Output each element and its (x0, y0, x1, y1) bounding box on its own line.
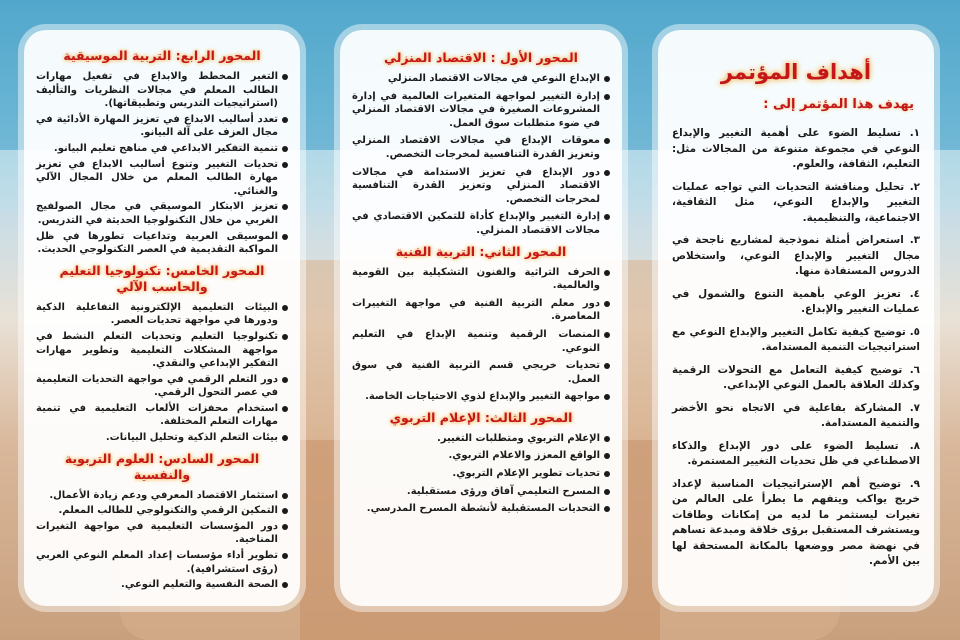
bullet-icon (604, 332, 610, 338)
axis-1-list (352, 72, 610, 238)
goal-item: ٦. توضيح كيفية التعامل مع التحولات الرقمية وكذلك العلاقة بالعمل النوعي الإبداعي. (672, 363, 920, 391)
list-item: الإعلام التربوي ومتطلبات التغيير. (352, 432, 610, 446)
axis-5-title: المحور الخامس: تكنولوجيا التعليم والحاسب الآلي (59, 262, 265, 294)
list-item: الموسيقى العربية وتداعيات تطورها في ظل المواكبة التقديمية في العصر التكنولوجي الحديث. (36, 230, 288, 257)
bullet-icon (282, 146, 288, 152)
list-item: الواقع المعزز والاعلام التربوي. (352, 449, 610, 463)
axis-3-title: المحور الثالث: الإعلام التربوي (389, 409, 573, 425)
list-item: الإبداع النوعي في مجالات الاقتصاد المنزلي (352, 72, 610, 86)
list-item: المسرح التعليمي آفاق ورؤى مستقبلية. (352, 485, 610, 499)
goals-panel (658, 30, 934, 606)
bullet-icon (604, 138, 610, 144)
axis-5-list (36, 301, 288, 445)
list-item: تعزيز الابتكار الموسيقي في مجال الصولفيج الغربي من خلال التكنولوجيا الحديثة في التدريس. (36, 200, 288, 227)
list-item: التغير المخطط والابداع في تفعيل مهارات الطالب المعلم في مجالات النظريات والتأليف (استراتيجيات التدريس وتطبيقاتها). (36, 70, 288, 111)
bullet-icon (282, 377, 288, 383)
list-item: تعدد أساليب الابداع في تعزيز المهارة الأدائية في مجال العزف على آلة البيانو. (36, 113, 288, 140)
list-item: تكنولوجيا التعليم وتحديات التعلم النشط في مواجهة المشكلات التعليمية وتطوير مهارات التفكير الإبداعي والنقدي. (36, 330, 288, 371)
bullet-icon (282, 508, 288, 514)
goal-item: ١. تسليط الضوء على أهمية التغيير والإبداع النوعي في مجموعة متنوعة من المجالات مثل: التعليم، الثقافة، والعلوم. (672, 127, 920, 170)
bullet-icon (604, 436, 610, 442)
bullet-icon (604, 471, 610, 477)
bullet-icon (282, 435, 288, 441)
axes-panel-middle (340, 30, 622, 606)
bullet-icon (604, 170, 610, 176)
axis-2-title: المحور الثاني: التربية الفنية (395, 243, 567, 259)
list-item: إدارة التغيير والإبداع كأداة للتمكين الاقتصادي في مجالات الاقتصاد المنزلي. (352, 210, 610, 237)
goal-item: ٣. استعراض أمثلة نموذجية لمشاريع ناجحة في مجال التغيير والإبداع النوعي، واستخلاص الدروس المستفادة منها. (672, 234, 920, 277)
bullet-icon (282, 117, 288, 123)
list-item: المنصات الرقمية وتنمية الإبداع في التعليم النوعي. (352, 328, 610, 355)
bullet-icon (604, 394, 610, 400)
list-item: التمكين الرقمي والتكنولوجي للطالب المعلم. (36, 504, 288, 518)
bullet-icon (282, 553, 288, 559)
list-item: معوقات الإبداع في مجالات الاقتصاد المنزلي وتعزيز القدرة التنافسية لمخرجات التخصص. (352, 134, 610, 161)
bullet-icon (604, 270, 610, 276)
list-item: تحديات التغيير وتنوع أساليب الابداع في تعزيز مهارة الطالب المعلم من خلال المجال الآلي والغنائي. (36, 158, 288, 199)
list-item: تحديات تطوير الإعلام التربوي. (352, 467, 610, 481)
goals-list (672, 126, 920, 570)
bullet-icon (282, 305, 288, 311)
bullet-icon (282, 234, 288, 240)
goal-item: ٤. تعزيز الوعي بأهمية التنوع والشمول في عمليات التغيير والإبداع. (672, 287, 920, 315)
list-item: مواجهة التغيير والإبداع لذوي الاحتياجات الخاصة. (352, 390, 610, 404)
goals-intro: يهدف هذا المؤتمر إلى : (763, 97, 914, 112)
bullet-icon (604, 94, 610, 100)
goal-item: ٧. المشاركة بفاعلية في الاتجاه نحو الأخضر والتنمية المستدامة. (672, 401, 920, 429)
list-item: تطوير أداء مؤسسات إعداد المعلم النوعي العربي (رؤى استشرافية). (36, 549, 288, 576)
axis-4-title: المحور الرابع: التربية الموسيقية (63, 48, 261, 63)
list-item: استثمار الاقتصاد المعرفي ودعم زيادة الأعمال. (36, 489, 288, 503)
bullet-icon (282, 204, 288, 210)
bullet-icon (282, 524, 288, 530)
bullet-icon (604, 453, 610, 459)
bullet-icon (282, 334, 288, 340)
list-item: بيئات التعلم الذكية وتحليل البيانات. (36, 431, 288, 445)
axis-1-title: المحور الأول : الاقتصاد المنزلي (384, 50, 578, 65)
bullet-icon (604, 301, 610, 307)
list-item: إدارة التغيير لمواجهة المتغيرات العالمية في إدارة المشروعات الصغيرة في مجالات الاقتصاد المنزلي في ضوء متطلبات سوق العمل. (352, 90, 610, 131)
axis-6-title: المحور السادس: العلوم التربوية والنفسية (64, 450, 260, 482)
list-item: البيئات التعليمية الإلكترونية التفاعلية الذكية ودورها في مواجهة تحديات العصر. (36, 301, 288, 328)
bullet-icon (282, 582, 288, 588)
bullet-icon (604, 489, 610, 495)
list-item: الصحة النفسية والتعليم النوعي. (36, 578, 288, 592)
bullet-icon (604, 214, 610, 220)
list-item: تحديات خريجي قسم التربية الفنية في سوق العمل. (352, 359, 610, 386)
goal-item: ٢. تحليل ومناقشة التحديات التي تواجه عمليات التغيير والإبداع النوعي، مثل الثقافية، الاجتماعية، والتنظيمية. (672, 180, 920, 224)
bullet-icon (282, 74, 288, 80)
list-item: دور المؤسسات التعليمية في مواجهة التغيرات المناخية. (36, 520, 288, 547)
goal-item: ٩. توضيح أهم الإستراتيجيات المناسبة لإعداد خريج يواكب ويتفهم ما يطرأ على العالم من تغيرات ليستثمر ما لديه من إمكانات وطاقات ويستشرف المستقبل برؤى خلاقة ومبدعة تساهم في نهضة مصر ووضعها بالمكانة المستحقة لها بين الأمم. (672, 477, 920, 567)
bullet-icon (604, 76, 610, 82)
list-item: استخدام محفزات الألعاب التعليمية في تنمية مهارات التعلم المختلفة. (36, 402, 288, 429)
bullet-icon (282, 162, 288, 168)
list-item: التحديات المستقبلية لأنشطة المسرح المدرسي. (352, 502, 610, 516)
list-item: دور التعلم الرقمي في مواجهة التحديات التعليمية في عصر التحول الرقمي. (36, 373, 288, 400)
bullet-icon (604, 363, 610, 369)
bullet-icon (282, 406, 288, 412)
axis-2-list (352, 266, 610, 404)
axis-4-list (36, 70, 288, 257)
list-item: دور معلم التربية الفنية في مواجهة التغييرات المعاصرة. (352, 297, 610, 324)
goal-item: ٥. توضيح كيفية تكامل التغيير والإبداع النوعي مع استراتيجيات التنمية المستدامة. (672, 325, 920, 353)
axis-3-list (352, 432, 610, 516)
list-item: تنمية التفكير الابداعي في مناهج تعليم البيانو. (36, 142, 288, 156)
list-item: الحرف التراثية والفنون التشكيلية بين القومية والعالمية. (352, 266, 610, 293)
list-item: دور الإبداع في تعزيز الاستدامة في مجالات الاقتصاد المنزلي وتعزيز القدرة التنافسية لمخرجات التخصص. (352, 166, 610, 207)
axes-panel-left (24, 30, 300, 606)
goals-title: أهداف المؤتمر (720, 60, 872, 84)
bullet-icon (282, 493, 288, 499)
bullet-icon (604, 506, 610, 512)
goal-item: ٨. تسليط الضوء على دور الإبداع والذكاء الاصطناعي في ظل تحديات التغيير المستمرة. (672, 439, 920, 467)
axis-6-list (36, 489, 288, 592)
